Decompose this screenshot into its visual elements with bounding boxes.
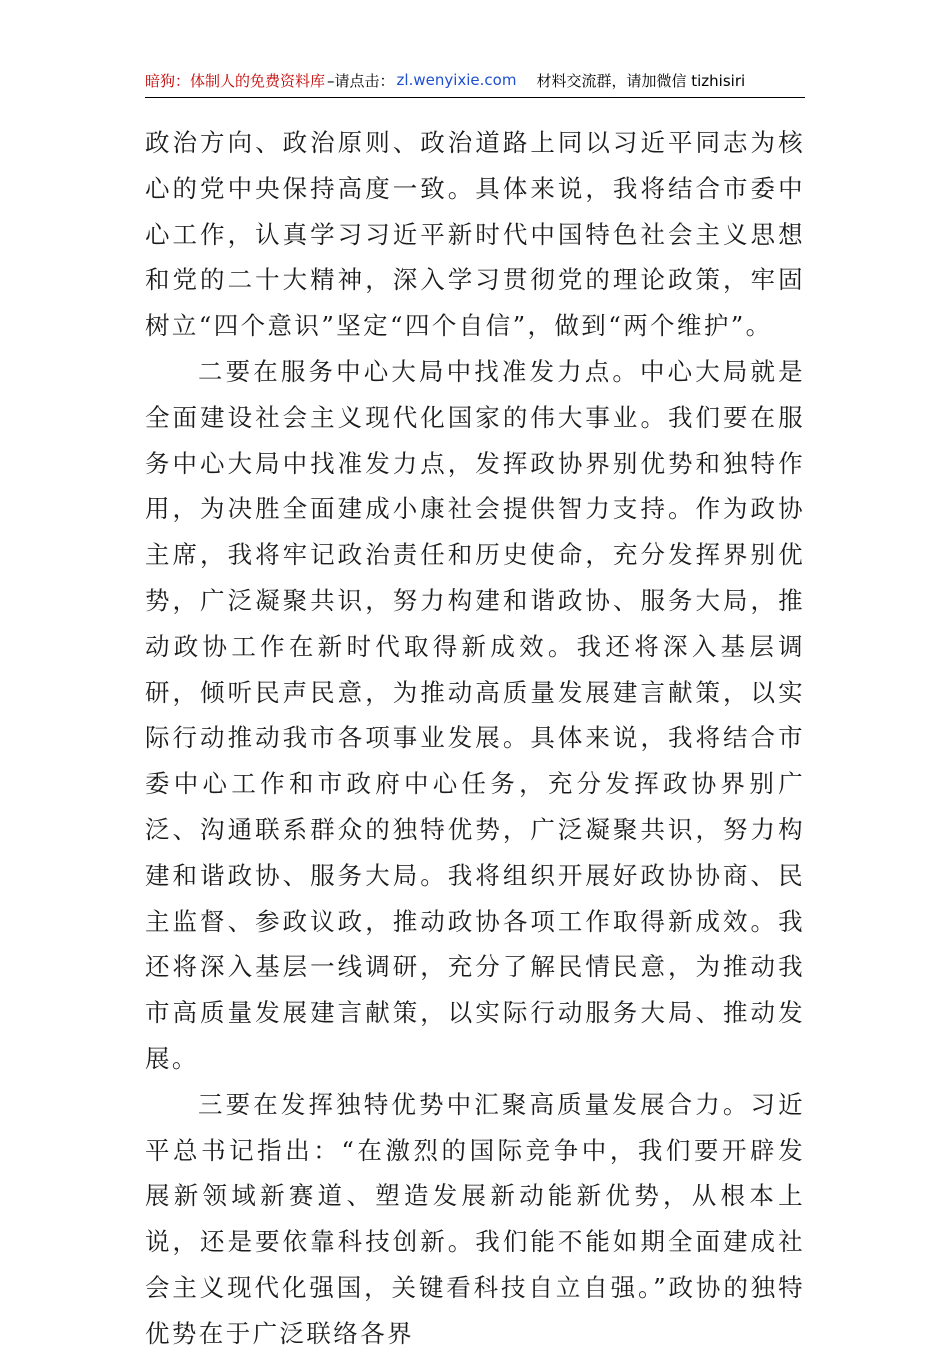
- header-brand: 暗狗：体制人的免费资料库: [145, 71, 326, 90]
- paragraph-3: 三要在发挥独特优势中汇聚高质量发展合力。习近平总书记指出：“在激烈的国际竞争中，我们要开辟发展新领域新赛道、塑造发展新动能新优势，从根本上说，还是要依靠科技创新。我们能不能如期全面建成社会主义现代化强国，关键看科技自立自强。”政协的独特优势在于广泛联络各界: [145, 1089, 805, 1348]
- paragraph-1: 政治方向、政治原则、政治道路上同以习近平同志为核心的党中央保持高度一致。具体来说，我将结合市委中心工作，认真学习习近平新时代中国特色社会主义思想和党的二十大精神，深入学习贯彻党的理论政策，牢固树立“四个意识”坚定“四个自信”，做到“两个维护”。: [145, 128, 805, 341]
- header-wechat-note: 材料交流群，请加微信 tizhisiri: [536, 71, 746, 90]
- page-header: [145, 66, 805, 94]
- header-divider: [145, 97, 805, 98]
- document-body: [145, 120, 805, 1357]
- header-prompt: –请点击：: [327, 71, 395, 90]
- header-link[interactable]: zl.wenyixie.com: [396, 71, 517, 89]
- paragraph-2: 二要在服务中心大局中找准发力点。中心大局就是全面建设社会主义现代化国家的伟大事业。我们要在服务中心大局中找准发力点，发挥政协界别优势和独特作用，为决胜全面建成小康社会提供智力支持。作为政协主席，我将牢记政治责任和历史使命，充分发挥界别优势，广泛凝聚共识，努力构建和谐政协、服务大局，推动政协工作在新时代取得新成效。我还将深入基层调研，倾听民声民意，为推动高质量发展建言献策，以实际行动推动我市各项事业发展。具体来说，我将结合市委中心工作和市政府中心任务，充分发挥政协界别广泛、沟通联系群众的独特优势，广泛凝聚共识，努力构建和谐政协、服务大局。我将组织开展好政协协商、民主监督、参政议政，推动政协各项工作取得新成效。我还将深入基层一线调研，充分了解民情民意，为推动我市高质量发展建言献策，以实际行动服务大局、推动发展。: [145, 356, 805, 1073]
